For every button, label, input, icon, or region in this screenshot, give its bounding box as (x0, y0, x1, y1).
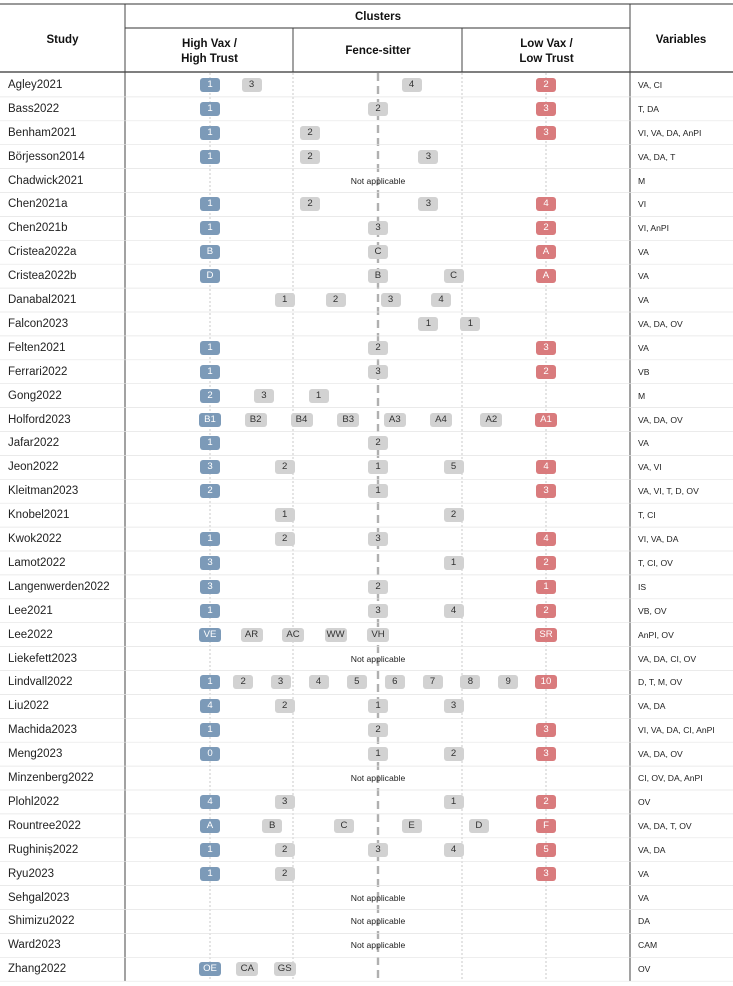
cluster-badge-low: 10 (535, 675, 557, 689)
cluster-badge-high: OE (199, 962, 221, 976)
cluster-badge-mid: 3 (275, 795, 295, 809)
not-applicable-note: Not applicable (350, 773, 406, 784)
cluster-badge-mid: 3 (381, 293, 401, 307)
cluster-badge-mid: C (444, 269, 464, 283)
variables-cell: VA (638, 271, 649, 282)
study-name: Lee2022 (8, 628, 53, 641)
study-name: Meng2023 (8, 748, 63, 761)
variables-cell: AnPI, OV (638, 629, 674, 640)
variables-cell: T, DA (638, 103, 660, 114)
header-variables: Variables (655, 34, 707, 46)
variables-cell: VA (638, 438, 649, 449)
variables-cell: VA, DA, CI, OV (638, 653, 697, 664)
cluster-badge-mid: 2 (444, 508, 464, 522)
study-name: Danabal2021 (8, 294, 77, 307)
cluster-badge-mid: 1 (275, 293, 295, 307)
cluster-badge-high: 4 (200, 795, 220, 809)
variables-cell: VA, DA, OV (638, 414, 683, 425)
cluster-badge-mid: A4 (430, 413, 452, 427)
cluster-badge-mid: B4 (291, 413, 313, 427)
cluster-badge-high: B (200, 245, 220, 259)
variables-cell: VB, OV (638, 605, 667, 616)
cluster-badge-low: 3 (536, 341, 556, 355)
variables-cell: DA (638, 916, 650, 927)
cluster-badge-mid: 1 (368, 747, 388, 761)
cluster-badge-low: 3 (536, 723, 556, 737)
variables-cell: M (638, 175, 646, 186)
variables-cell: VA, DA, OV (638, 749, 683, 760)
cluster-badge-mid: B (368, 269, 388, 283)
cluster-badge-low: 3 (536, 867, 556, 881)
variables-cell: IS (638, 581, 647, 592)
cluster-badge-high: B1 (199, 413, 221, 427)
cluster-badge-mid: 3 (368, 604, 388, 618)
cluster-badge-low: 3 (536, 126, 556, 140)
cluster-badge-low: 2 (536, 221, 556, 235)
cluster-badge-high: 2 (200, 484, 220, 498)
study-name: Jeon2022 (8, 461, 59, 474)
cluster-badge-high: 1 (200, 843, 220, 857)
cluster-badge-mid: 1 (368, 484, 388, 498)
cluster-badge-mid: 5 (444, 460, 464, 474)
study-name: Zhang2022 (8, 963, 67, 976)
variables-cell: VA, DA, OV (638, 318, 683, 329)
study-name: Gong2022 (8, 389, 62, 402)
header-fence-sitter: Fence-sitter (345, 45, 411, 57)
study-name: Ferrari2022 (8, 365, 68, 378)
cluster-badge-mid: 2 (444, 747, 464, 761)
cluster-badge-mid: B (262, 819, 282, 833)
study-name: Rughiniș2022 (8, 843, 79, 856)
header-study: Study (46, 34, 79, 46)
study-name: Rountree2022 (8, 819, 81, 832)
study-name: Ryu2023 (8, 867, 55, 880)
study-name: Falcon2023 (8, 317, 69, 330)
not-applicable-note: Not applicable (350, 892, 406, 903)
variables-cell: VI, VA, DA (638, 534, 679, 545)
variables-cell: OV (638, 964, 651, 975)
cluster-badge-mid: B2 (245, 413, 267, 427)
study-name: Bass2022 (8, 102, 60, 115)
cluster-badge-mid: 2 (300, 150, 320, 164)
cluster-badge-high: 1 (200, 102, 220, 116)
cluster-badge-mid: 9 (498, 675, 518, 689)
cluster-badge-mid: A3 (384, 413, 406, 427)
variables-cell: VA, VI (638, 462, 662, 473)
cluster-badge-mid: 2 (368, 580, 388, 594)
variables-cell: VI, VA, DA, AnPI (638, 127, 702, 138)
cluster-badge-mid: 2 (275, 532, 295, 546)
variables-cell: D, T, M, OV (638, 677, 683, 688)
study-name: Börjesson2014 (8, 150, 85, 163)
variables-cell: VA (638, 892, 649, 903)
cluster-badge-low: 4 (536, 197, 556, 211)
cluster-badge-high: 1 (200, 436, 220, 450)
cluster-badge-high: 1 (200, 341, 220, 355)
cluster-badge-mid: 4 (444, 843, 464, 857)
cluster-badge-low: 2 (536, 365, 556, 379)
study-name: Knobel2021 (8, 509, 70, 522)
not-applicable-note: Not applicable (350, 940, 406, 951)
cluster-badge-mid: 3 (368, 843, 388, 857)
cluster-badge-high: 1 (200, 675, 220, 689)
study-name: Shimizu2022 (8, 915, 75, 928)
cluster-badge-mid: 2 (300, 126, 320, 140)
cluster-badge-high: 3 (200, 460, 220, 474)
variables-cell: VA, DA (638, 701, 666, 712)
variables-cell: CAM (638, 940, 658, 951)
cluster-badge-mid: 2 (275, 460, 295, 474)
study-name: Lee2021 (8, 604, 53, 617)
variables-cell: VA, DA, T, OV (638, 820, 692, 831)
study-name: Chen2021a (8, 198, 68, 211)
cluster-badge-low: A (536, 245, 556, 259)
variables-cell: T, CI, OV (638, 557, 673, 568)
cluster-badge-mid: GS (274, 962, 296, 976)
cluster-badge-high: VE (199, 628, 221, 642)
cluster-badge-high: 0 (200, 747, 220, 761)
cluster-badge-mid: 6 (385, 675, 405, 689)
cluster-badge-mid: 3 (418, 150, 438, 164)
cluster-badge-high: 1 (200, 365, 220, 379)
cluster-badge-mid: B3 (337, 413, 359, 427)
variables-cell: CI, OV, DA, AnPI (638, 773, 703, 784)
variables-cell: T, CI (638, 510, 656, 521)
study-name: Machida2023 (8, 724, 78, 737)
cluster-badge-mid: C (368, 245, 388, 259)
cluster-badge-low: 2 (536, 556, 556, 570)
not-applicable-note: Not applicable (350, 175, 406, 186)
cluster-badge-high: 1 (200, 78, 220, 92)
cluster-badge-mid: 1 (309, 389, 329, 403)
cluster-badge-high: 1 (200, 604, 220, 618)
variables-cell: VI, VA, DA, CI, AnPI (638, 725, 715, 736)
cluster-badge-mid: 7 (423, 675, 443, 689)
cluster-badge-mid: 2 (368, 341, 388, 355)
cluster-badge-high: 1 (200, 867, 220, 881)
cluster-badge-mid: 3 (368, 221, 388, 235)
cluster-badge-mid: 3 (444, 699, 464, 713)
cluster-badge-low: SR (535, 628, 557, 642)
cluster-badge-mid: 1 (368, 460, 388, 474)
cluster-badge-high: 1 (200, 126, 220, 140)
cluster-badge-mid: 2 (275, 843, 295, 857)
study-name: Cristea2022a (8, 246, 77, 259)
cluster-badge-low: 1 (536, 580, 556, 594)
cluster-badge-mid: AC (282, 628, 304, 642)
cluster-badge-low: F (536, 819, 556, 833)
study-name: Plohl2022 (8, 795, 60, 808)
cluster-badge-mid: 4 (309, 675, 329, 689)
study-name: Jafar2022 (8, 437, 60, 450)
study-name: Cristea2022b (8, 270, 77, 283)
study-name: Chadwick2021 (8, 174, 84, 187)
cluster-badge-low: A1 (535, 413, 557, 427)
variables-cell: VA (638, 868, 649, 879)
study-name: Liekefett2023 (8, 652, 78, 665)
cluster-badge-mid: 2 (368, 436, 388, 450)
variables-cell: VA, DA (638, 844, 666, 855)
cluster-badge-high: A (200, 819, 220, 833)
cluster-badge-mid: 5 (347, 675, 367, 689)
study-name: Chen2021b (8, 222, 68, 235)
variables-cell: VI, AnPI (638, 223, 670, 234)
cluster-badge-high: 4 (200, 699, 220, 713)
cluster-badge-mid: 1 (460, 317, 480, 331)
not-applicable-note: Not applicable (350, 653, 406, 664)
cluster-badge-mid: A2 (480, 413, 502, 427)
study-name: Benham2021 (8, 126, 77, 139)
variables-cell: VA (638, 342, 649, 353)
cluster-badge-low: 5 (536, 843, 556, 857)
cluster-badge-high: 1 (200, 197, 220, 211)
study-name: Lamot2022 (8, 556, 66, 569)
cluster-badge-mid: VH (367, 628, 389, 642)
variables-cell: VA (638, 295, 649, 306)
cluster-badge-mid: 2 (275, 699, 295, 713)
cluster-badge-mid: 3 (242, 78, 262, 92)
cluster-badge-mid: 4 (431, 293, 451, 307)
cluster-badge-mid: 2 (233, 675, 253, 689)
variables-cell: VA, CI (638, 79, 663, 90)
cluster-badge-mid: 1 (444, 795, 464, 809)
variables-cell: VA, DA, T (638, 151, 676, 162)
cluster-badge-mid: 3 (368, 532, 388, 546)
cluster-badge-mid: 3 (368, 365, 388, 379)
cluster-badge-mid: 2 (275, 867, 295, 881)
variables-cell: M (638, 390, 646, 401)
cluster-badge-mid: 1 (275, 508, 295, 522)
cluster-badge-high: 1 (200, 532, 220, 546)
cluster-badge-mid: 2 (368, 723, 388, 737)
cluster-badge-low: 4 (536, 460, 556, 474)
cluster-badge-mid: 4 (402, 78, 422, 92)
variables-cell: VA, VI, T, D, OV (638, 486, 699, 497)
cluster-badge-mid: WW (326, 628, 345, 640)
cluster-badge-low: 4 (536, 532, 556, 546)
cluster-badge-mid: 4 (444, 604, 464, 618)
cluster-badge-mid: 3 (418, 197, 438, 211)
cluster-badge-high: 1 (200, 723, 220, 737)
cluster-badge-mid: 2 (326, 293, 346, 307)
cluster-badge-mid: D (469, 819, 489, 833)
cluster-badge-mid: 3 (271, 675, 291, 689)
study-name: Holford2023 (8, 413, 71, 426)
variables-cell: VA (638, 247, 649, 258)
header-clusters: Clusters (354, 11, 402, 23)
cluster-badge-mid: E (402, 819, 422, 833)
cluster-badge-high: 1 (200, 150, 220, 164)
study-name: Langenwerden2022 (8, 580, 110, 593)
study-name: Agley2021 (8, 78, 63, 91)
cluster-badge-mid: 1 (368, 699, 388, 713)
cluster-badge-mid: CA (236, 962, 258, 976)
cluster-badge-mid: 1 (418, 317, 438, 331)
study-name: Felten2021 (8, 341, 66, 354)
cluster-badge-high: D (200, 269, 220, 283)
study-name: Lindvall2022 (8, 676, 73, 689)
cluster-badge-high: 3 (200, 556, 220, 570)
cluster-badge-low: 3 (536, 484, 556, 498)
study-name: Liu2022 (8, 700, 49, 713)
cluster-badge-low: 2 (536, 78, 556, 92)
cluster-badge-mid: 2 (300, 197, 320, 211)
cluster-badge-low: 3 (536, 747, 556, 761)
cluster-badge-mid: 8 (460, 675, 480, 689)
cluster-badge-low: 2 (536, 604, 556, 618)
study-name: Ward2023 (8, 939, 61, 952)
cluster-badge-high: 1 (200, 221, 220, 235)
cluster-badge-low: 3 (536, 102, 556, 116)
header-low-vax: Low Vax / Low Trust (519, 38, 574, 65)
cluster-badge-mid: 3 (254, 389, 274, 403)
cluster-badge-mid: C (334, 819, 354, 833)
not-applicable-note: Not applicable (350, 916, 406, 927)
study-name: Kleitman2023 (8, 485, 79, 498)
cluster-badge-high: 3 (200, 580, 220, 594)
variables-cell: VI (638, 199, 647, 210)
cluster-badge-mid: 2 (368, 102, 388, 116)
cluster-badge-mid: AR (241, 628, 263, 642)
variables-cell: VB (638, 366, 650, 377)
cluster-badge-mid: 1 (444, 556, 464, 570)
study-name: Sehgal2023 (8, 891, 70, 904)
study-name: Kwok2022 (8, 533, 62, 546)
cluster-badge-low: 2 (536, 795, 556, 809)
study-name: Minzenberg2022 (8, 772, 94, 785)
cluster-badge-low: A (536, 269, 556, 283)
header-high-vax: High Vax / High Trust (181, 38, 238, 65)
cluster-badge-high: 2 (200, 389, 220, 403)
variables-cell: OV (638, 796, 651, 807)
